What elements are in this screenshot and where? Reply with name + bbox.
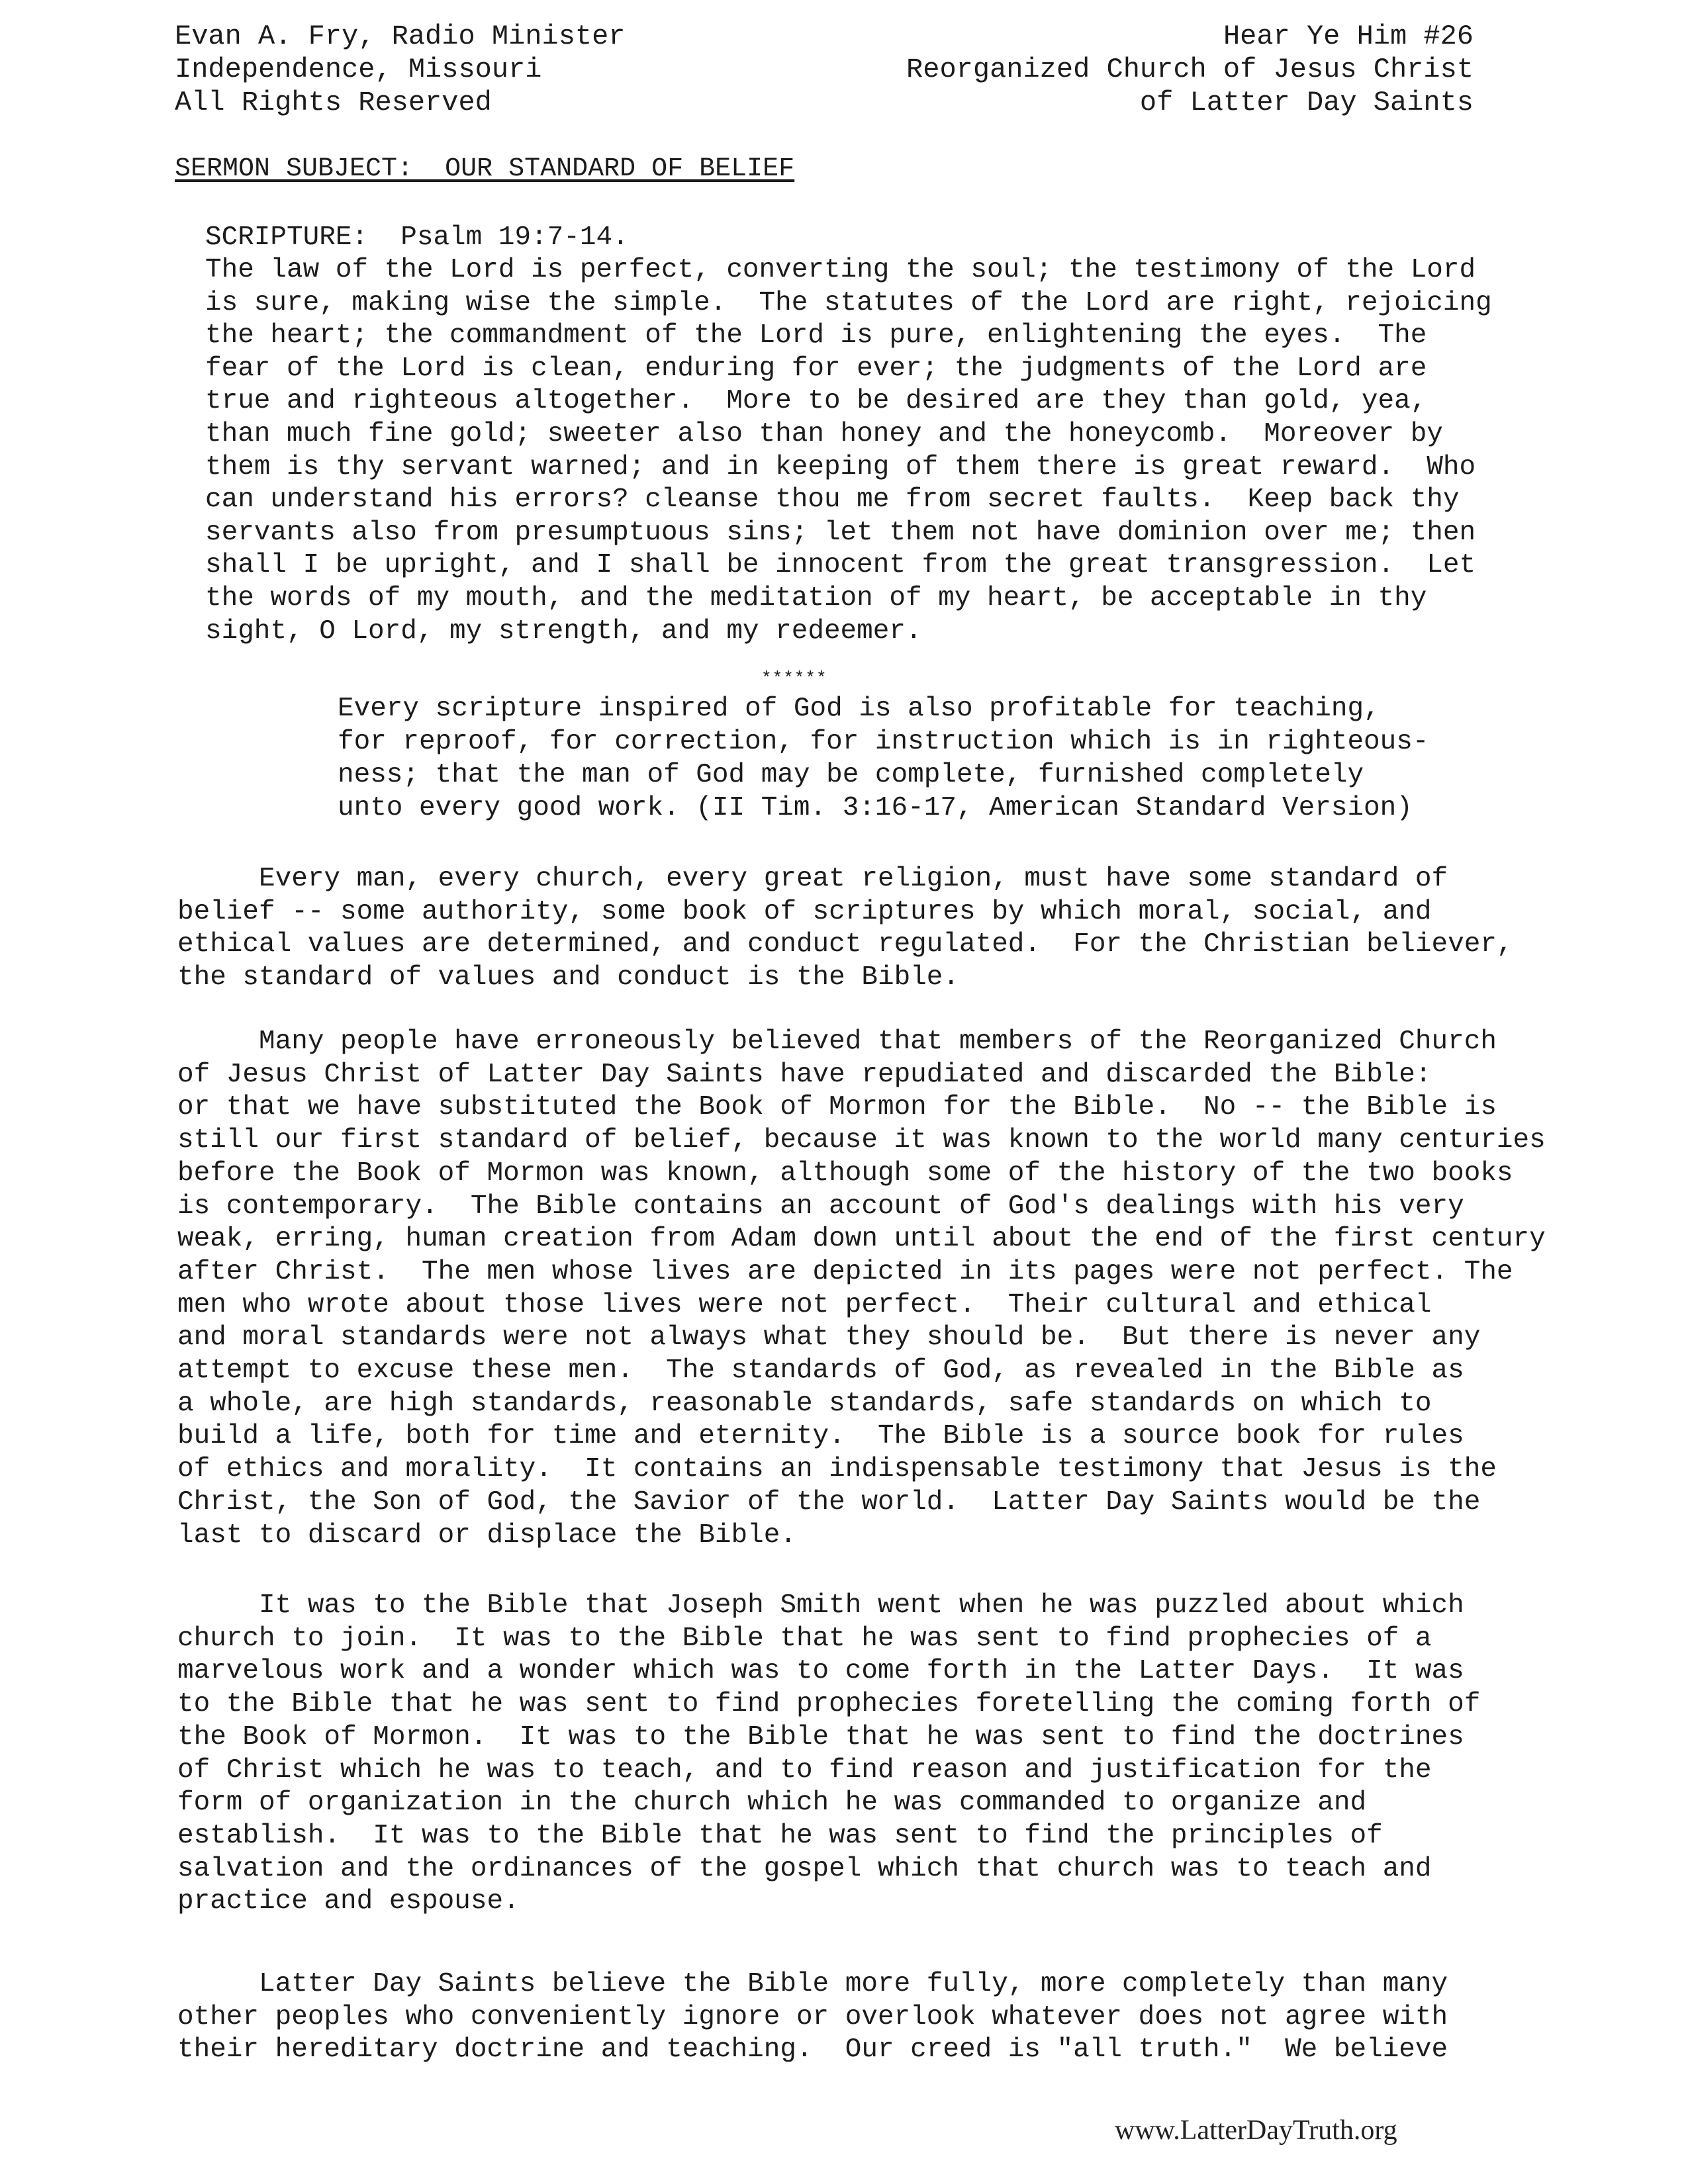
paragraph-line: form of organization in the church which he was commanded to organize and: [177, 1788, 1367, 1819]
paragraph-line: or that we have substituted the Book of Mormon for the Bible. No -- the Bible is: [177, 1092, 1497, 1123]
paragraph-line: their hereditary doctrine and teaching. Our creed is "all truth." We believe: [177, 2034, 1448, 2066]
paragraph-line: It was to the Bible that Joseph Smith went when he was puzzled about which: [177, 1590, 1464, 1621]
scripture-line: servants also from presumptuous sins; let them not have dominion over me; then: [205, 517, 1476, 548]
paragraph-line: after Christ. The men whose lives are depicted in its pages were not perfect. The: [177, 1256, 1513, 1287]
paragraph-line: ethical values are determined, and conduct regulated. For the Christian believer,: [177, 929, 1513, 960]
paragraph-line: belief -- some authority, some book of scriptures by which moral, social, and: [177, 896, 1432, 927]
paragraph-line: practice and espouse.: [177, 1886, 520, 1917]
section-separator: ******: [761, 668, 827, 688]
header-series-block: [906, 20, 1474, 119]
header-series-title: Hear Ye Him #26: [1223, 21, 1474, 52]
header-author-block: [175, 20, 626, 119]
scripture-line: shall I be upright, and I shall be innocent from the great transgression. Let: [205, 550, 1476, 581]
paragraph-line: the standard of values and conduct is the Bible.: [177, 962, 959, 993]
scripture-line: than much fine gold; sweeter also than honey and the honeycomb. Moreover by: [205, 418, 1443, 449]
paragraph-line: build a life, both for time and eternity. The Bible is a source book for rules: [177, 1421, 1464, 1452]
paragraph-line: marvelous work and a wonder which was to come forth in the Latter Days. It was: [177, 1656, 1464, 1687]
paragraph-line: establish. It was to the Bible that he was sent to find the principles of: [177, 1820, 1383, 1851]
scripture-line: the words of my mouth, and the meditation of my heart, be acceptable in thy: [205, 582, 1427, 614]
paragraph-line: other peoples who conveniently ignore or overlook whatever does not agree with: [177, 2001, 1448, 2032]
quote-line: for reproof, for correction, for instruction which is in righteous-: [338, 727, 1429, 757]
header-church-line-1: Reorganized Church of Jesus Christ: [906, 54, 1474, 85]
scripture-text: [205, 254, 1529, 648]
quote-line: Every scripture inspired of God is also profitable for teaching,: [338, 694, 1380, 724]
header-church-line-2: of Latter Day Saints: [1139, 87, 1474, 118]
scripture-line: is sure, making wise the simple. The statutes of the Lord are right, rejoicing: [205, 287, 1492, 318]
quote-line: unto every good work. (II Tim. 3:16-17, American Standard Version): [338, 793, 1413, 823]
block-quote: [338, 692, 1463, 825]
paragraph-4: [177, 1968, 1554, 2067]
scripture-line: the heart; the commandment of the Lord is pure, enlightening the eyes. The: [205, 320, 1427, 351]
paragraph-3: [177, 1590, 1554, 1919]
paragraph-line: Latter Day Saints believe the Bible more fully, more completely than many: [177, 1969, 1448, 1999]
paragraph-line: Every man, every church, every great religion, must have some standard of: [177, 864, 1448, 894]
paragraph-line: of Jesus Christ of Latter Day Saints have repudiated and discarded the Bible:: [177, 1059, 1432, 1090]
paragraph-line: men who wrote about those lives were not perfect. Their cultural and ethical: [177, 1289, 1432, 1320]
paragraph-line: of ethics and morality. It contains an indispensable testimony that Jesus is the: [177, 1454, 1497, 1485]
sermon-subject: SERMON SUBJECT: OUR STANDARD OF BELIEF: [175, 154, 795, 184]
paragraph-line: the Book of Mormon. It was to the Bible that he was sent to find the doctrines: [177, 1721, 1464, 1752]
paragraph-1: [177, 863, 1554, 995]
scripture-line: fear of the Lord is clean, enduring for ever; the judgments of the Lord are: [205, 353, 1427, 384]
paragraph-line: before the Book of Mormon was known, although some of the history of the two books: [177, 1158, 1513, 1189]
paragraph-line: still our first standard of belief, because it was known to the world many centuries: [177, 1125, 1546, 1156]
header-rights-line: All Rights Reserved: [175, 87, 492, 118]
paragraph-line: salvation and the ordinances of the gospel which that church was to teach and: [177, 1853, 1432, 1884]
paragraph-line: of Christ which he was to teach, and to find reason and justification for the: [177, 1754, 1432, 1786]
header-author-line: Evan A. Fry, Radio Minister: [175, 21, 626, 52]
paragraph-line: attempt to excuse these men. The standards of God, as revealed in the Bible as: [177, 1355, 1464, 1387]
paragraph-line: weak, erring, human creation from Adam down until about the end of the first century: [177, 1224, 1546, 1255]
paragraph-line: is contemporary. The Bible contains an account of God's dealings with his very: [177, 1191, 1464, 1222]
paragraph-line: church to join. It was to the Bible that he was sent to find prophecies of a: [177, 1623, 1432, 1654]
scripture-line: The law of the Lord is perfect, converting the soul; the testimony of the Lord: [205, 255, 1476, 285]
paragraph-line: a whole, are high standards, reasonable standards, safe standards on which to: [177, 1388, 1432, 1419]
paragraph-2: [177, 1026, 1554, 1552]
scripture-line: sight, O Lord, my strength, and my redeemer.: [205, 615, 922, 647]
paragraph-line: Christ, the Son of God, the Savior of the world. Latter Day Saints would be the: [177, 1486, 1481, 1518]
scripture-line: can understand his errors? cleanse thou me from secret faults. Keep back thy: [205, 484, 1460, 516]
paragraph-line: to the Bible that he was sent to find prophecies foretelling the coming forth of: [177, 1689, 1481, 1720]
quote-line: ness; that the man of God may be complete, furnished completely: [338, 760, 1364, 790]
paragraph-line: last to discard or displace the Bible.: [177, 1520, 796, 1551]
scripture-line: true and righteous altogether. More to be desired are they than gold, yea,: [205, 386, 1427, 417]
header-location-line: Independence, Missouri: [175, 54, 542, 85]
footer-website-url: www.LatterDayTruth.org: [1115, 2115, 1397, 2146]
scripture-line: them is thy servant warned; and in keeping of them there is great reward. Who: [205, 451, 1476, 482]
paragraph-line: and moral standards were not always what they should be. But there is never any: [177, 1322, 1481, 1353]
scripture-label: SCRIPTURE: Psalm 19:7-14.: [205, 222, 629, 253]
paragraph-line: Many people have erroneously believed that members of the Reorganized Church: [177, 1026, 1497, 1057]
